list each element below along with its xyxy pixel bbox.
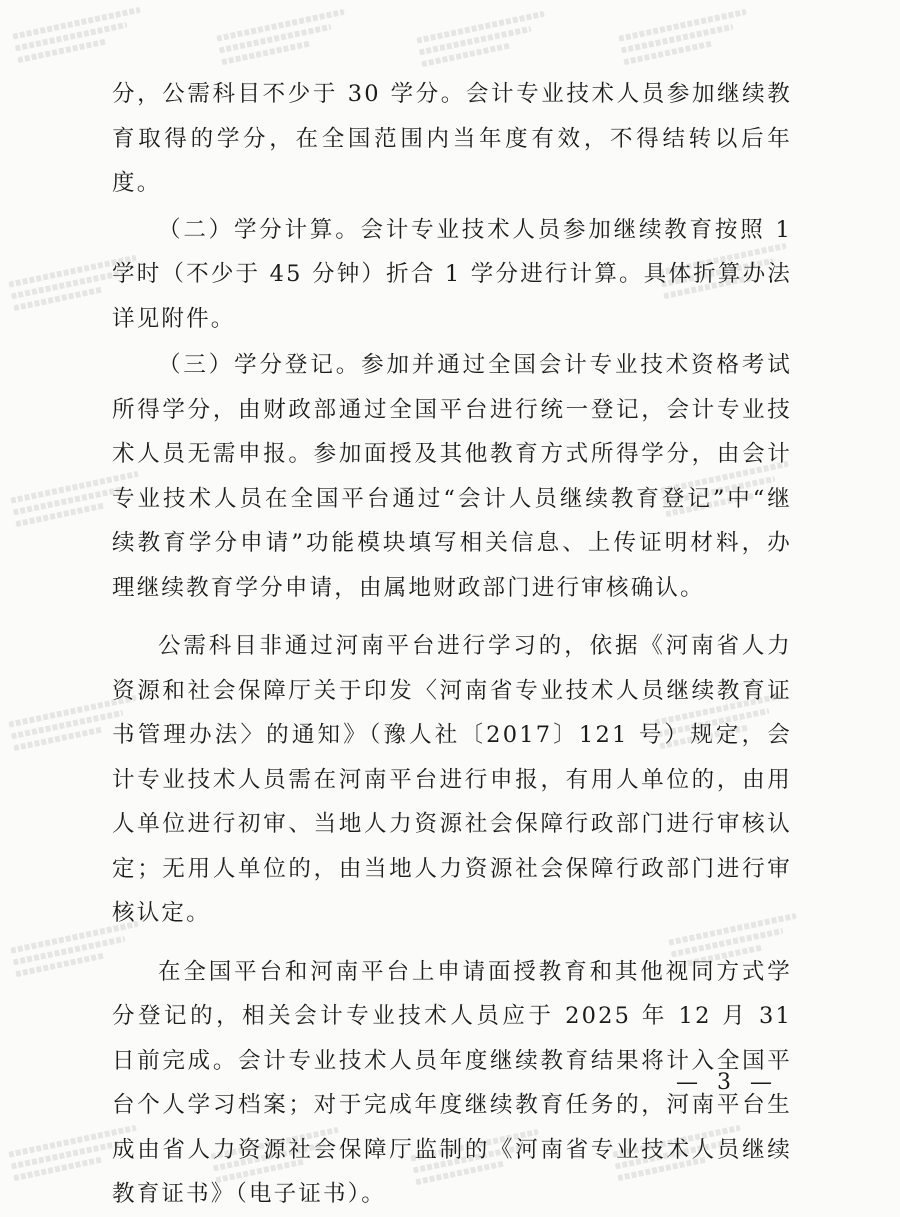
paragraph-credit-registration: （三）学分登记。参加并通过全国会计专业技术资格考试所得学分，由财政部通过全国平台进行统一登记，会计专业技术人员无需申报。参加面授及其他教育方式所得学分，由会计专业技术人员在全国平台通过“会计人员继续教育登记”中“继续教育学分申请”功能模块填写相关信息、上传证明材料，办理继续教育学分申请，由属地财政部门进行审核确认。	[112, 352, 792, 601]
paragraph-henan-platform: 公需科目非通过河南平台进行学习的，依据《河南省人力资源和社会保障厅关于印发〈河南省专业技术人员继续教育证书管理办法〉的通知》（豫人社〔2017〕121 号）规定，会计专业技术人员需在河南平台进行申报，有用人单位的，由用人单位进行初审、当地人力资源社会保障行政部门进行审核认定；无用人单位的，由当地人力资源社会保障行政部门进行审核认定。	[112, 633, 792, 926]
paragraph-deadline: 在全国平台和河南平台上申请面授教育和其他视同方式学分登记的，相关会计专业技术人员应于 2025 年 12 月 31 日前完成。会计专业技术人员年度继续教育结果将计入全国平台个人学习档案；对于完成年度继续教育任务的，河南平台生成由省人力资源社会保障厅监制的《河南省专业技术人员继续教育证书》（电子证书）。	[112, 958, 802, 1207]
watermark-mark	[215, 3, 351, 71]
watermark-mark	[11, 1, 147, 69]
watermark-mark	[617, 3, 753, 71]
page-number: — 3 —	[676, 1070, 778, 1095]
paragraph-credit-calculation: （二）学分计算。会计专业技术人员参加继续教育按照 1 学时（不少于 45 分钟）折合 1 学分进行计算。具体折算办法详见附件。	[112, 216, 802, 332]
paragraph-credit-validity: 分，公需科目不少于 30 学分。会计专业技术人员参加继续教育取得的学分，在全国范围内当年度有效，不得结转以后年度。	[112, 81, 792, 196]
document-body	[112, 72, 802, 1217]
watermark-mark	[415, 5, 551, 73]
